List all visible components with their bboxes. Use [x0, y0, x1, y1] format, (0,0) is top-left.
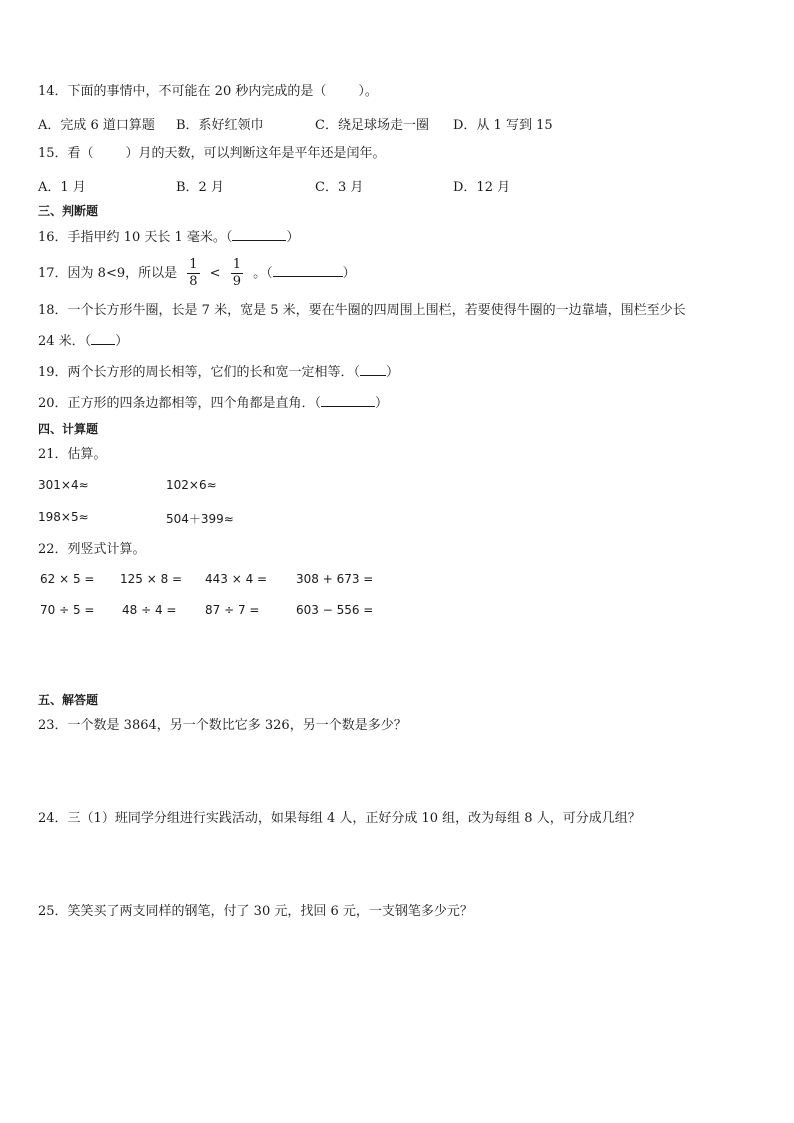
q15-option-a: A．1 月 — [38, 180, 86, 195]
answer-blank[interactable] — [360, 363, 386, 376]
answer-blank[interactable] — [91, 332, 115, 345]
question-23: 23．一个数是 3864，另一个数比它多 326，另一个数是多少？ — [38, 718, 407, 733]
estimate-item: 102×6≈ — [166, 478, 217, 492]
calc-item: 70 ÷ 5 = — [40, 603, 95, 617]
question-20 — [38, 394, 388, 413]
question-16-end: ） — [286, 230, 300, 245]
question-18-end: ） — [115, 334, 129, 349]
answer-blank[interactable] — [273, 264, 343, 277]
question-15-stem-end: ）月的天数，可以判断这年是平年还是闰年。 — [125, 146, 386, 161]
answer-blank[interactable] — [321, 394, 375, 407]
question-25: 25．笑笑买了两支同样的钢笔，付了 30 元，找回 6 元，一支钢笔多少元？ — [38, 904, 473, 919]
question-16-text: 16．手指甲约 10 天长 1 毫米。（ — [38, 230, 233, 245]
q14-option-c: C．绕足球场走一圈 — [315, 118, 429, 133]
q14-option-a: A．完成 6 道口算题 — [38, 118, 155, 133]
question-18-line-2-text: 24 米．（ — [38, 334, 92, 349]
question-14-stem: 14．下面的事情中，不可能在 20 秒内完成的是（ — [38, 84, 327, 99]
q15-option-b: B．2 月 — [176, 180, 224, 195]
question-17-end-start: 。（ — [253, 266, 273, 281]
question-17-end: ） — [342, 266, 356, 281]
question-18-line-1: 18．一个长方形牛圈，长是 7 米，宽是 5 米，要在牛圈的四周围上围栏，若要使得牛圈的一边靠墙，围栏至少长 — [38, 303, 686, 318]
calc-item: 48 ÷ 4 = — [122, 603, 177, 617]
less-than-sign: < — [209, 266, 221, 281]
fraction-denominator: 8 — [189, 274, 198, 289]
calc-item: 125 × 8 = — [120, 572, 183, 586]
fraction-numerator: 1 — [232, 257, 241, 272]
question-19-text: 19．两个长方形的周长相等，它们的长和宽一定相等．（ — [38, 365, 361, 380]
calc-item: 87 ÷ 7 = — [205, 603, 260, 617]
question-14-stem-end: ）。 — [358, 84, 378, 99]
fraction-one-eighth — [187, 257, 199, 290]
question-20-end: ） — [375, 396, 389, 411]
section-heading-word-problems: 五、解答题 — [38, 693, 99, 707]
calc-item: 62 × 5 = — [40, 572, 95, 586]
question-15 — [38, 145, 386, 163]
estimate-item: 301×4≈ — [38, 478, 89, 492]
question-18-line-2 — [38, 332, 128, 351]
question-16 — [38, 228, 299, 247]
q14-option-d: D．从 1 写到 15 — [453, 118, 553, 133]
calc-item: 308 + 673 = — [296, 572, 374, 586]
calc-item: 603 − 556 = — [296, 603, 374, 617]
question-17-text: 17．因为 8<9，所以是 — [38, 266, 178, 281]
q15-option-d: D．12 月 — [453, 180, 511, 195]
question-15-stem-start: 15．看（ — [38, 146, 94, 161]
fraction-denominator: 9 — [232, 274, 241, 289]
question-14 — [38, 83, 378, 101]
estimate-item: 504＋399≈ — [166, 512, 234, 526]
question-20-text: 20．正方形的四条边都相等，四个角都是直角．（ — [38, 396, 322, 411]
question-17 — [38, 256, 356, 292]
calc-item: 443 × 4 = — [205, 572, 268, 586]
section-heading-calculation: 四、计算题 — [38, 422, 99, 436]
question-24: 24．三（1）班同学分组进行实践活动，如果每组 4 人，正好分成 10 组，改为每组 8 人，可分成几组？ — [38, 811, 641, 826]
fraction-one-ninth — [231, 257, 243, 290]
question-19-end: ） — [386, 365, 400, 380]
question-21-title: 21．估算。 — [38, 447, 107, 462]
q15-option-c: C．3 月 — [315, 180, 364, 195]
question-22-title: 22．列竖式计算。 — [38, 542, 146, 557]
question-19 — [38, 363, 399, 382]
q14-option-b: B．系好红领巾 — [176, 118, 264, 133]
fraction-numerator: 1 — [189, 257, 198, 272]
section-heading-judgement: 三、判断题 — [38, 204, 99, 218]
estimate-item: 198×5≈ — [38, 510, 89, 524]
answer-blank[interactable] — [232, 228, 286, 241]
